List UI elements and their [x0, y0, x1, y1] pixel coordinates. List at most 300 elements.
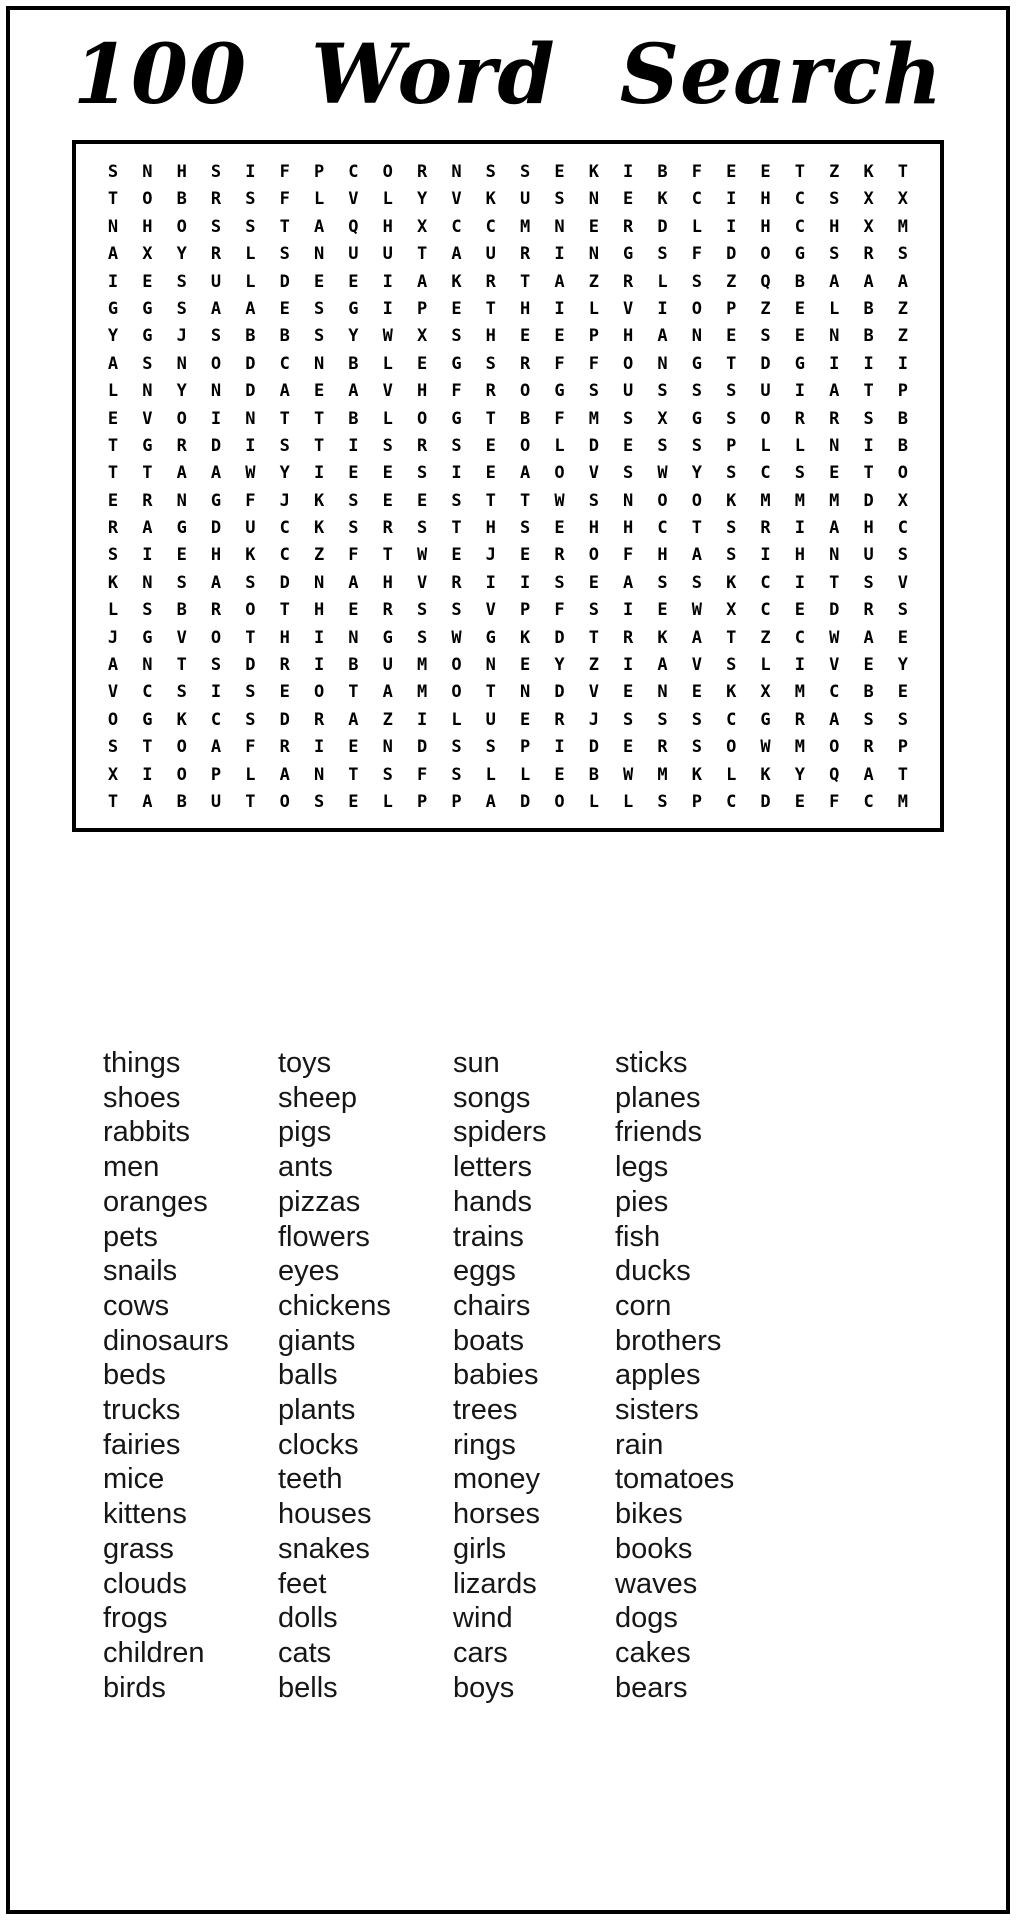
grid-cell: E: [451, 298, 462, 319]
grid-cell: R: [554, 545, 565, 566]
grid-cell: S: [107, 162, 119, 182]
grid-cell: S: [691, 435, 702, 456]
grid-cell: C: [794, 216, 805, 237]
grid-cell: S: [245, 216, 256, 237]
grid-row: [96, 381, 920, 401]
grid-cell: O: [416, 408, 428, 429]
grid-cell: S: [657, 709, 668, 730]
grid-cell: I: [107, 271, 119, 292]
grid-cell: E: [897, 627, 909, 648]
grid-cell: L: [107, 600, 119, 621]
word-list-item: fish: [615, 1220, 661, 1253]
grid-cell: H: [863, 518, 874, 539]
grid-cell: T: [691, 518, 702, 539]
word-list-item: clouds: [103, 1567, 187, 1600]
grid-cell: M: [794, 490, 805, 511]
grid-cell: O: [451, 655, 462, 676]
grid-cell: S: [691, 381, 702, 402]
grid-cell: S: [726, 655, 737, 676]
grid-cell: X: [863, 216, 874, 237]
grid-cell: E: [279, 682, 290, 703]
grid-cell: U: [760, 381, 771, 402]
grid-cell: P: [416, 791, 428, 812]
grid-cell: N: [313, 244, 325, 265]
grid-cell: Z: [760, 627, 771, 648]
grid-cell: P: [588, 326, 599, 347]
word-list-item: legs: [615, 1151, 669, 1184]
word-list-item: ants: [278, 1151, 333, 1184]
grid-cell: S: [863, 408, 874, 429]
grid-cell: U: [520, 189, 531, 210]
grid-cell: I: [142, 545, 153, 566]
grid-cell: H: [794, 545, 805, 566]
grid-cell: O: [176, 408, 187, 429]
grid-cell: W: [829, 627, 840, 648]
grid-cell: S: [485, 162, 496, 182]
grid-cell: A: [210, 463, 222, 484]
grid-cell: I: [794, 655, 805, 676]
grid-cell: I: [726, 216, 737, 237]
grid-cell: N: [657, 682, 668, 703]
grid-cell: L: [107, 381, 119, 402]
grid-cell: U: [348, 244, 359, 265]
grid-cell: A: [210, 572, 222, 593]
grid-cell: S: [726, 518, 737, 539]
grid-cell: A: [107, 353, 119, 374]
grid-cell: Y: [554, 655, 565, 676]
grid-cell: G: [142, 326, 153, 347]
grid-cell: J: [588, 709, 599, 730]
grid-cell: H: [588, 518, 599, 539]
grid-cell: T: [107, 463, 119, 484]
grid-cell: S: [897, 244, 909, 265]
grid-cell: O: [726, 737, 737, 758]
grid-cell: I: [623, 600, 634, 621]
grid-cell: S: [416, 518, 428, 539]
grid-cell: N: [142, 162, 153, 182]
grid-cell: T: [107, 791, 119, 812]
grid-cell: C: [760, 572, 771, 593]
grid-cell: L: [451, 709, 462, 730]
grid-cell: S: [245, 572, 256, 593]
grid-cell: G: [142, 627, 153, 648]
grid-cell: A: [176, 463, 187, 484]
grid-cell: X: [863, 189, 874, 210]
grid-cell: A: [210, 298, 222, 319]
word-list-item: toys: [278, 1047, 332, 1079]
grid-cell: R: [760, 518, 771, 539]
grid-cell: I: [897, 353, 909, 374]
grid-cell: M: [416, 682, 428, 703]
grid-cell: K: [176, 709, 187, 730]
grid-cell: D: [416, 737, 428, 758]
grid-cell: S: [176, 298, 187, 319]
grid-cell: S: [691, 709, 702, 730]
grid-cell: W: [623, 764, 634, 785]
grid-cell: R: [623, 216, 634, 237]
grid-cell: C: [279, 518, 290, 539]
grid-cell: A: [210, 737, 222, 758]
grid-cell: F: [691, 162, 702, 182]
grid-cell: S: [657, 791, 668, 812]
grid-cell: H: [520, 298, 531, 319]
grid-cell: R: [279, 655, 290, 676]
grid-cell: G: [451, 353, 462, 374]
word-list-item: lizards: [453, 1567, 537, 1600]
grid-cell: L: [554, 435, 565, 456]
grid-cell: R: [313, 709, 325, 730]
grid-cell: G: [794, 244, 805, 265]
grid-cell: E: [691, 682, 702, 703]
grid-cell: T: [451, 518, 462, 539]
grid-cell: Z: [829, 162, 840, 182]
grid-cell: N: [142, 655, 153, 676]
grid-cell: A: [863, 627, 874, 648]
grid-cell: A: [279, 764, 290, 785]
grid-cell: R: [210, 189, 222, 210]
word-list-item: houses: [278, 1498, 372, 1531]
grid-row: [96, 628, 920, 648]
word-list-item: apples: [615, 1359, 701, 1392]
grid-cell: M: [416, 655, 428, 676]
word-list-item: bells: [278, 1671, 338, 1704]
grid-row: [96, 272, 920, 292]
grid-cell: H: [416, 381, 428, 402]
grid-cell: F: [245, 490, 256, 511]
grid-cell: S: [485, 353, 496, 374]
grid-cell: H: [623, 326, 634, 347]
grid-cell: I: [313, 463, 325, 484]
grid-cell: T: [142, 737, 153, 758]
grid-cell: B: [863, 682, 874, 703]
grid-cell: A: [863, 764, 874, 785]
word-list-item: ducks: [615, 1255, 691, 1288]
grid-cell: K: [726, 572, 737, 593]
grid-cell: I: [623, 162, 634, 182]
grid-cell: M: [897, 791, 909, 812]
word-list-item: spiders: [453, 1116, 547, 1149]
grid-cell: W: [382, 326, 393, 347]
grid-cell: O: [142, 189, 153, 210]
grid-cell: N: [245, 408, 256, 429]
grid-cell: S: [313, 298, 325, 319]
word-list-item: trucks: [103, 1394, 181, 1427]
grid-cell: O: [176, 737, 187, 758]
grid-cell: R: [451, 572, 462, 593]
grid-cell: R: [623, 271, 634, 292]
grid-cell: S: [657, 381, 668, 402]
grid-cell: G: [176, 518, 187, 539]
grid-cell: D: [726, 244, 737, 265]
grid-cell: D: [279, 572, 290, 593]
grid-cell: B: [176, 189, 187, 210]
grid-cell: Y: [416, 189, 428, 210]
grid-cell: S: [726, 545, 737, 566]
word-list-item: birds: [103, 1671, 166, 1704]
grid-cell: C: [897, 518, 909, 539]
grid-cell: I: [726, 189, 737, 210]
grid-cell: Z: [588, 271, 599, 292]
grid-cell: K: [760, 764, 771, 785]
grid-cell: L: [588, 791, 599, 812]
grid-cell: D: [657, 216, 668, 237]
grid-cell: W: [657, 463, 668, 484]
grid-cell: R: [382, 518, 393, 539]
letter-grid: [72, 140, 944, 832]
grid-cell: U: [382, 655, 393, 676]
grid-cell: H: [210, 545, 222, 566]
grid-cell: H: [382, 572, 393, 593]
grid-cell: D: [863, 490, 874, 511]
grid-row: [96, 765, 920, 785]
grid-cell: I: [863, 435, 874, 456]
grid-cell: B: [176, 600, 187, 621]
word-list-item: rings: [453, 1428, 516, 1461]
grid-cell: L: [382, 189, 393, 210]
grid-cell: T: [794, 162, 805, 182]
grid-cell: S: [245, 709, 256, 730]
grid-cell: O: [210, 627, 222, 648]
grid-cell: R: [107, 518, 119, 539]
grid-cell: K: [107, 572, 119, 593]
grid-cell: F: [554, 408, 565, 429]
grid-cell: T: [416, 244, 428, 265]
grid-cell: S: [554, 572, 565, 593]
grid-cell: V: [382, 381, 393, 402]
grid-row: [96, 463, 920, 483]
grid-cell: R: [416, 435, 428, 456]
grid-row: [96, 162, 920, 182]
grid-cell: F: [416, 764, 428, 785]
word-list-item: wind: [453, 1602, 513, 1635]
grid-row: [96, 710, 920, 730]
grid-cell: G: [210, 490, 222, 511]
grid-cell: I: [520, 572, 531, 593]
grid-cell: Y: [176, 381, 187, 402]
grid-cell: B: [863, 298, 874, 319]
grid-cell: G: [554, 381, 565, 402]
grid-cell: E: [657, 600, 668, 621]
grid-cell: I: [382, 298, 393, 319]
grid-cell: F: [588, 353, 599, 374]
grid-cell: A: [382, 682, 393, 703]
grid-cell: B: [279, 326, 290, 347]
grid-cell: P: [691, 791, 702, 812]
grid-cell: E: [520, 545, 531, 566]
grid-cell: L: [691, 216, 702, 237]
grid-cell: V: [176, 627, 187, 648]
grid-cell: T: [726, 353, 737, 374]
word-list-item: frogs: [103, 1602, 168, 1635]
grid-cell: R: [279, 737, 290, 758]
grid-cell: K: [657, 627, 668, 648]
word-list-item: eggs: [453, 1255, 516, 1288]
word-list-column-4: [615, 1046, 734, 1705]
grid-cell: R: [623, 627, 634, 648]
grid-cell: X: [416, 326, 428, 347]
grid-cell: D: [279, 709, 290, 730]
word-list-item: friends: [615, 1116, 703, 1149]
grid-cell: C: [794, 627, 805, 648]
grid-row: [96, 737, 920, 757]
grid-cell: V: [691, 655, 702, 676]
grid-cell: E: [313, 381, 325, 402]
grid-cell: C: [279, 353, 290, 374]
grid-cell: F: [348, 545, 359, 566]
grid-cell: Y: [348, 326, 359, 347]
grid-cell: E: [176, 545, 187, 566]
grid-cell: E: [382, 463, 393, 484]
grid-cell: A: [829, 381, 840, 402]
grid-cell: G: [348, 298, 359, 319]
word-list-item: plants: [278, 1394, 356, 1427]
grid-cell: Q: [829, 764, 840, 785]
grid-cell: B: [348, 655, 359, 676]
grid-cell: L: [382, 408, 393, 429]
grid-cell: R: [210, 600, 222, 621]
grid-cell: N: [520, 682, 531, 703]
grid-cell: G: [142, 298, 153, 319]
grid-cell: S: [210, 216, 222, 237]
word-list-item: cars: [453, 1636, 508, 1669]
grid-cell: S: [313, 326, 325, 347]
grid-cell: E: [623, 737, 634, 758]
grid-cell: A: [416, 271, 428, 292]
grid-cell: O: [245, 600, 256, 621]
grid-cell: Y: [107, 326, 119, 347]
grid-cell: P: [416, 298, 428, 319]
grid-cell: S: [829, 189, 840, 210]
grid-cell: A: [348, 709, 359, 730]
grid-cell: O: [760, 244, 771, 265]
grid-cell: V: [829, 655, 840, 676]
grid-cell: J: [485, 545, 496, 566]
grid-cell: L: [245, 764, 256, 785]
grid-cell: S: [451, 764, 462, 785]
grid-cell: B: [897, 435, 909, 456]
grid-cell: B: [176, 791, 187, 812]
word-list-item: waves: [615, 1567, 698, 1600]
grid-cell: S: [588, 381, 599, 402]
grid-cell: N: [623, 490, 634, 511]
grid-cell: E: [554, 764, 565, 785]
grid-cell: S: [897, 709, 909, 730]
grid-cell: G: [691, 353, 702, 374]
grid-cell: S: [245, 189, 256, 210]
grid-cell: S: [863, 709, 874, 730]
grid-cell: O: [176, 764, 187, 785]
word-list-item: clocks: [278, 1428, 359, 1461]
grid-cell: C: [794, 189, 805, 210]
grid-cell: L: [726, 764, 737, 785]
grid-cell: N: [382, 737, 393, 758]
grid-cell: L: [485, 764, 496, 785]
grid-cell: V: [348, 189, 359, 210]
grid-cell: C: [279, 545, 290, 566]
grid-cell: W: [451, 627, 462, 648]
grid-cell: I: [657, 298, 668, 319]
word-list-item: rain: [615, 1428, 664, 1461]
grid-cell: U: [485, 244, 496, 265]
grid-cell: E: [313, 271, 325, 292]
grid-cell: E: [726, 162, 737, 182]
word-list-item: bikes: [615, 1498, 683, 1531]
grid-cell: S: [657, 572, 668, 593]
grid-cell: H: [142, 216, 153, 237]
grid-cell: L: [657, 271, 668, 292]
grid-cell: O: [829, 737, 840, 758]
grid-cell: N: [588, 244, 599, 265]
grid-cell: L: [245, 244, 256, 265]
grid-cell: Z: [760, 298, 771, 319]
word-list-item: flowers: [278, 1220, 370, 1253]
grid-cell: B: [657, 162, 668, 182]
grid-cell: F: [691, 244, 702, 265]
grid-cell: R: [382, 600, 393, 621]
grid-cell: Q: [348, 216, 359, 237]
grid-cell: X: [416, 216, 428, 237]
grid-cell: Z: [897, 298, 909, 319]
grid-cell: S: [863, 572, 874, 593]
grid-cell: U: [210, 791, 222, 812]
word-list-item: oranges: [103, 1185, 208, 1218]
grid-cell: S: [279, 244, 290, 265]
grid-cell: B: [348, 353, 359, 374]
grid-cell: T: [520, 490, 531, 511]
grid-cell: B: [245, 326, 256, 347]
grid-cell: A: [451, 244, 462, 265]
grid-cell: K: [863, 162, 874, 182]
grid-cell: O: [382, 162, 393, 182]
grid-cell: P: [520, 737, 531, 758]
grid-cell: M: [657, 764, 668, 785]
grid-cell: O: [623, 353, 634, 374]
grid-cell: S: [176, 572, 187, 593]
grid-cell: S: [829, 244, 840, 265]
grid-row: [96, 682, 920, 702]
grid-cell: H: [176, 162, 187, 182]
grid-cell: O: [897, 463, 909, 484]
grid-cell: T: [726, 627, 737, 648]
grid-cell: D: [245, 381, 256, 402]
grid-cell: I: [210, 408, 222, 429]
grid-cell: P: [520, 600, 531, 621]
grid-cell: P: [451, 791, 462, 812]
grid-cell: S: [245, 682, 256, 703]
grid-cell: D: [245, 655, 256, 676]
grid-cell: D: [554, 682, 565, 703]
grid-cell: S: [588, 490, 599, 511]
grid-cell: O: [588, 545, 599, 566]
grid-cell: S: [623, 408, 634, 429]
grid-cell: O: [554, 791, 565, 812]
grid-cell: S: [176, 271, 187, 292]
grid-cell: O: [760, 408, 771, 429]
grid-cell: T: [863, 463, 874, 484]
grid-cell: R: [863, 737, 874, 758]
grid-cell: S: [416, 600, 428, 621]
grid-cell: S: [210, 162, 222, 182]
word-list-item: money: [453, 1463, 541, 1496]
grid-cell: S: [210, 655, 222, 676]
grid-cell: U: [245, 518, 256, 539]
word-list-item: dinosaurs: [103, 1324, 229, 1357]
grid-cell: F: [451, 381, 462, 402]
word-list-item: kittens: [103, 1498, 187, 1531]
word-list-item: bears: [615, 1671, 688, 1704]
grid-cell: S: [520, 162, 531, 182]
grid-row: [96, 436, 920, 456]
